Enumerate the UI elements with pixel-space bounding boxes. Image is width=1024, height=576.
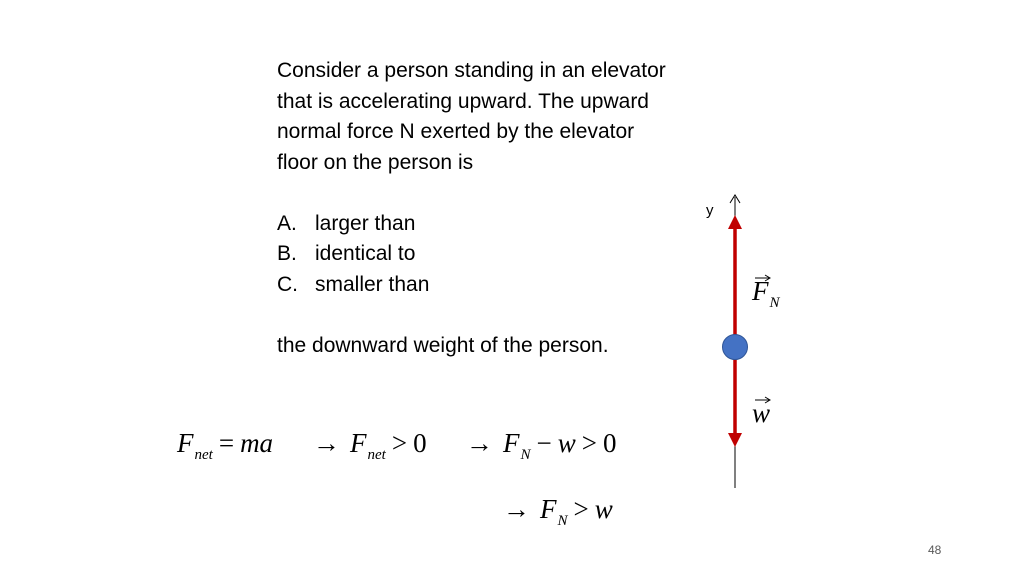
y-axis-label: y — [706, 202, 714, 219]
question-line: Consider a person standing in an elevator — [277, 59, 666, 82]
eq-subscript: N — [557, 513, 568, 529]
eq-rhs: 0 — [413, 428, 427, 458]
force-symbol: w — [752, 398, 771, 428]
equation-net-positive — [313, 430, 427, 463]
eq-rhs: 0 — [603, 428, 617, 458]
normal-force-label — [752, 278, 780, 311]
option-text: larger than — [315, 211, 416, 235]
eq-operator: > — [581, 428, 597, 458]
option-letter: A. — [277, 211, 297, 235]
eq-symbol: F — [350, 428, 367, 458]
eq-rhs: ma — [240, 428, 274, 458]
eq-operator: > — [391, 428, 408, 458]
option-text: smaller than — [315, 272, 430, 296]
eq-minus: − — [536, 428, 552, 458]
eq-subscript: net — [194, 447, 213, 463]
page-number: 48 — [928, 543, 942, 557]
equation-conclusion — [503, 496, 613, 529]
vector-arrow-icon — [754, 394, 774, 404]
vector-arrow-icon — [754, 272, 774, 282]
eq-subscript: net — [367, 447, 386, 463]
person-body-circle — [723, 335, 748, 360]
eq-symbol: F — [540, 494, 557, 524]
eq-mid: w — [557, 428, 576, 458]
force-symbol: F — [752, 276, 769, 306]
weight-force-label — [752, 400, 770, 427]
option-letter: B. — [277, 242, 297, 265]
eq-operator: = — [218, 428, 235, 458]
equation-difference — [466, 430, 617, 463]
eq-symbol: F — [177, 428, 194, 458]
question-closing: the downward weight of the person. — [277, 333, 609, 357]
implies-arrow-icon: → — [466, 428, 493, 458]
implies-arrow-icon: → — [313, 428, 340, 458]
force-subscript: N — [769, 295, 780, 311]
option-letter: C. — [277, 272, 298, 296]
eq-subscript: N — [520, 447, 531, 463]
question-line: floor on the person is — [277, 150, 474, 174]
eq-symbol: F — [503, 428, 520, 458]
question-line: that is accelerating upward. The upward — [277, 89, 649, 113]
question-line: normal force N exerted by the elevator — [277, 120, 635, 143]
eq-operator: > — [573, 494, 589, 524]
eq-rhs: w — [594, 494, 613, 524]
implies-arrow-icon: → — [503, 494, 530, 524]
equation-newton — [177, 430, 273, 463]
option-text: identical to — [315, 242, 416, 265]
